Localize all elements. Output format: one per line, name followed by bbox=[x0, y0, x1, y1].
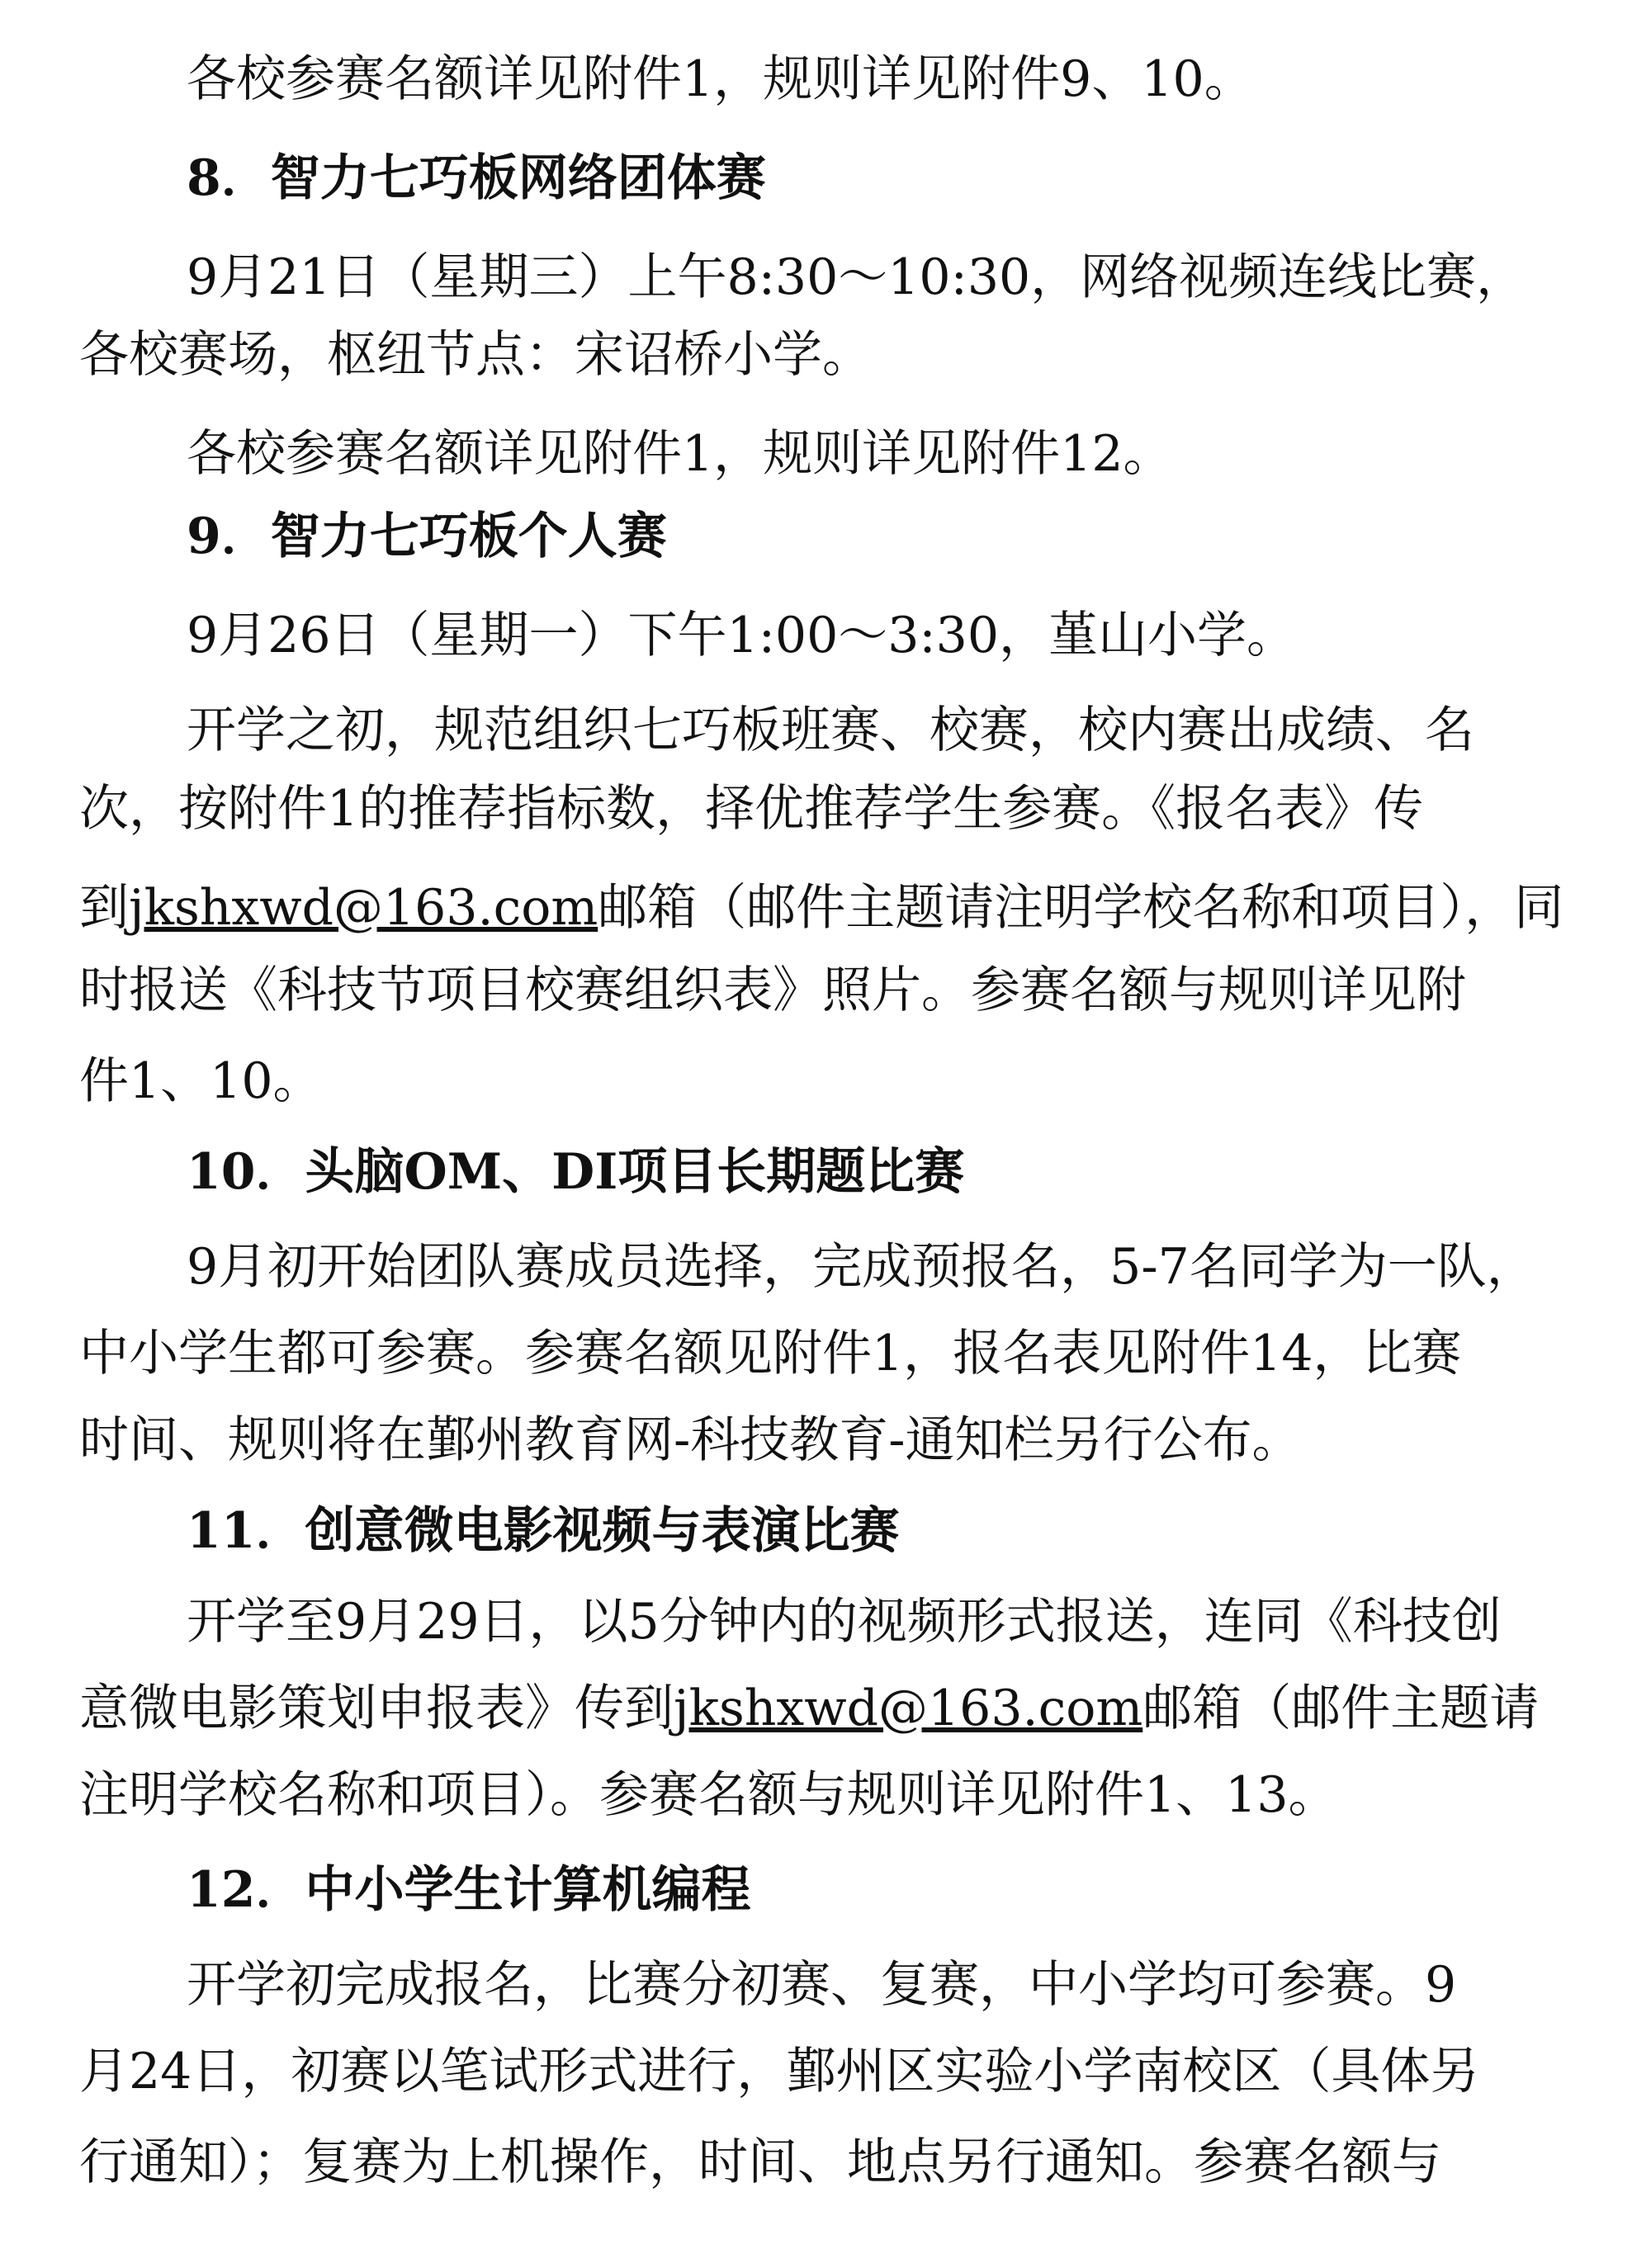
paragraph-line: 开学初完成报名，比赛分初赛、复赛，中小学均可参赛。9 bbox=[187, 1956, 1457, 2014]
email-link[interactable]: jkshxwd@163.com bbox=[674, 1680, 1143, 1737]
paragraph-line bbox=[79, 875, 1563, 941]
paragraph-line: 各校赛场，枢纽节点：宋诏桥小学。 bbox=[79, 326, 872, 384]
paragraph-line: 时报送《科技节项目校赛组织表》照片。参赛名额与规则详见附 bbox=[79, 962, 1466, 1019]
paragraph-line bbox=[79, 1675, 1539, 1741]
line-text: 邮箱（邮件主题请注明学校名称和项目），同 bbox=[598, 879, 1564, 937]
paragraph-line: 开学之初，规范组织七巧板班赛、校赛，校内赛出成绩、名 bbox=[187, 702, 1474, 759]
paragraph-line: 行通知）；复赛为上机操作，时间、地点另行通知。参赛名额与 bbox=[79, 2133, 1441, 2191]
paragraph-line: 开学至9月29日，以5分钟内的视频形式报送，连同《科技创 bbox=[187, 1593, 1502, 1651]
paragraph-line: 9月21日（星期三）上午8:30～10:30，网络视频连线比赛， bbox=[187, 248, 1526, 306]
paragraph-line: 各校参赛名额详见附件1，规则详见附件12。 bbox=[187, 425, 1173, 483]
line-text: 到 bbox=[79, 879, 129, 937]
paragraph-line: 各校参赛名额详见附件1，规则详见附件9、10。 bbox=[187, 50, 1254, 108]
paragraph-line: 9月26日（星期一）下午1:00～3:30，堇山小学。 bbox=[187, 607, 1296, 664]
paragraph-line: 件1、10。 bbox=[79, 1052, 323, 1110]
section-heading-9: 9．智力七巧板个人赛 bbox=[187, 508, 667, 565]
section-heading-8: 8．智力七巧板网络团体赛 bbox=[187, 149, 766, 207]
paragraph-line: 9月初开始团队赛成员选择，完成预报名，5-7名同学为一队， bbox=[187, 1238, 1536, 1296]
paragraph-line: 时间、规则将在鄞州教育网-科技教育-通知栏另行公布。 bbox=[79, 1411, 1302, 1469]
line-text: 意微电影策划申报表》传到 bbox=[79, 1680, 674, 1737]
line-text: 邮箱（邮件主题请 bbox=[1142, 1680, 1540, 1737]
section-heading-11: 11．创意微电影视频与表演比赛 bbox=[187, 1502, 900, 1560]
paragraph-line: 注明学校名称和项目）。参赛名额与规则详见附件1、13。 bbox=[79, 1766, 1338, 1824]
section-heading-10: 10．头脑OM、DI项目长期题比赛 bbox=[187, 1143, 965, 1201]
email-link[interactable]: jkshxwd@163.com bbox=[129, 879, 598, 937]
paragraph-line: 月24日，初赛以笔试形式进行，鄞州区实验小学南校区（具体另 bbox=[79, 2043, 1480, 2100]
paragraph-line: 次，按附件1的推荐指标数，择优推荐学生参赛。《报名表》传 bbox=[79, 780, 1424, 838]
paragraph-line: 中小学生都可参赛。参赛名额见附件1，报名表见附件14，比赛 bbox=[79, 1325, 1462, 1382]
section-heading-12: 12．中小学生计算机编程 bbox=[187, 1861, 751, 1919]
